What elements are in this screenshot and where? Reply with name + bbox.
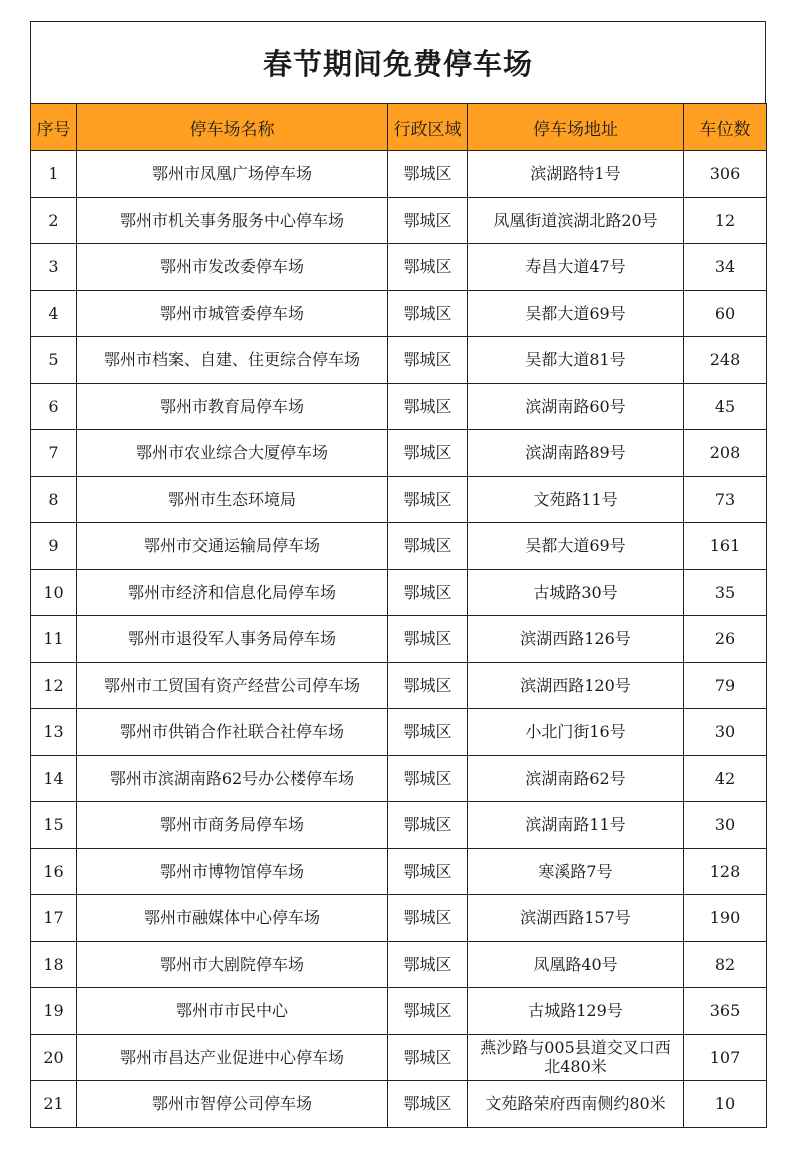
column-header-spaces: 车位数 [684, 104, 767, 151]
column-header-address: 停车场地址 [468, 104, 684, 151]
cell-name: 鄂州市交通运输局停车场 [77, 523, 388, 570]
cell-district: 鄂城区 [388, 802, 468, 849]
cell-spaces: 107 [684, 1034, 767, 1081]
table-row [31, 244, 767, 291]
cell-name: 鄂州市生态环境局 [77, 476, 388, 523]
cell-spaces: 45 [684, 383, 767, 430]
table-row [31, 523, 767, 570]
table-row [31, 430, 767, 477]
cell-address: 滨湖西路126号 [468, 616, 684, 663]
cell-district: 鄂城区 [388, 616, 468, 663]
cell-address: 滨湖南路60号 [468, 383, 684, 430]
cell-spaces: 26 [684, 616, 767, 663]
cell-spaces: 30 [684, 802, 767, 849]
cell-spaces: 248 [684, 337, 767, 384]
cell-spaces: 82 [684, 941, 767, 988]
cell-address: 滨湖南路62号 [468, 755, 684, 802]
cell-seq: 18 [31, 941, 77, 988]
cell-district: 鄂城区 [388, 430, 468, 477]
cell-seq: 14 [31, 755, 77, 802]
cell-district: 鄂城区 [388, 662, 468, 709]
cell-seq: 6 [31, 383, 77, 430]
table-row [31, 1081, 767, 1128]
table-row [31, 290, 767, 337]
cell-address: 小北门街16号 [468, 709, 684, 756]
table-row [31, 662, 767, 709]
cell-seq: 8 [31, 476, 77, 523]
cell-spaces: 190 [684, 895, 767, 942]
cell-district: 鄂城区 [388, 941, 468, 988]
cell-name: 鄂州市滨湖南路62号办公楼停车场 [77, 755, 388, 802]
cell-spaces: 208 [684, 430, 767, 477]
table-row [31, 709, 767, 756]
table-header-row [31, 104, 767, 151]
cell-address: 寒溪路7号 [468, 848, 684, 895]
cell-spaces: 10 [684, 1081, 767, 1128]
cell-seq: 11 [31, 616, 77, 663]
cell-spaces: 365 [684, 988, 767, 1035]
cell-spaces: 30 [684, 709, 767, 756]
cell-name: 鄂州市商务局停车场 [77, 802, 388, 849]
parking-list-sheet [30, 21, 766, 1128]
table-row [31, 616, 767, 663]
column-header-name: 停车场名称 [77, 104, 388, 151]
table-row [31, 383, 767, 430]
cell-district: 鄂城区 [388, 290, 468, 337]
cell-address: 滨湖西路157号 [468, 895, 684, 942]
cell-spaces: 128 [684, 848, 767, 895]
cell-name: 鄂州市农业综合大厦停车场 [77, 430, 388, 477]
cell-address: 滨湖南路11号 [468, 802, 684, 849]
cell-district: 鄂城区 [388, 151, 468, 198]
cell-seq: 2 [31, 197, 77, 244]
cell-name: 鄂州市智停公司停车场 [77, 1081, 388, 1128]
cell-address: 滨湖西路120号 [468, 662, 684, 709]
cell-district: 鄂城区 [388, 244, 468, 291]
cell-seq: 3 [31, 244, 77, 291]
table-row [31, 569, 767, 616]
cell-spaces: 79 [684, 662, 767, 709]
cell-name: 鄂州市融媒体中心停车场 [77, 895, 388, 942]
cell-seq: 10 [31, 569, 77, 616]
table-row [31, 802, 767, 849]
cell-address: 凤凰路40号 [468, 941, 684, 988]
cell-seq: 19 [31, 988, 77, 1035]
table-row [31, 988, 767, 1035]
cell-address: 古城路129号 [468, 988, 684, 1035]
cell-district: 鄂城区 [388, 1034, 468, 1081]
cell-district: 鄂城区 [388, 197, 468, 244]
cell-spaces: 42 [684, 755, 767, 802]
table-row [31, 1034, 767, 1081]
cell-seq: 17 [31, 895, 77, 942]
table-row [31, 151, 767, 198]
cell-name: 鄂州市昌达产业促进中心停车场 [77, 1034, 388, 1081]
page-title: 春节期间免费停车场 [262, 47, 533, 81]
table-row [31, 197, 767, 244]
cell-name: 鄂州市大剧院停车场 [77, 941, 388, 988]
table-row [31, 941, 767, 988]
parking-table [30, 103, 767, 1128]
cell-spaces: 34 [684, 244, 767, 291]
title-banner [30, 21, 766, 103]
cell-district: 鄂城区 [388, 569, 468, 616]
cell-district: 鄂城区 [388, 1081, 468, 1128]
cell-address: 凤凰街道滨湖北路20号 [468, 197, 684, 244]
cell-name: 鄂州市工贸国有资产经营公司停车场 [77, 662, 388, 709]
cell-district: 鄂城区 [388, 523, 468, 570]
cell-spaces: 12 [684, 197, 767, 244]
cell-name: 鄂州市供销合作社联合社停车场 [77, 709, 388, 756]
table-row [31, 476, 767, 523]
cell-seq: 21 [31, 1081, 77, 1128]
cell-district: 鄂城区 [388, 476, 468, 523]
cell-name: 鄂州市经济和信息化局停车场 [77, 569, 388, 616]
cell-name: 鄂州市机关事务服务中心停车场 [77, 197, 388, 244]
cell-address: 滨湖南路89号 [468, 430, 684, 477]
table-row [31, 755, 767, 802]
cell-spaces: 60 [684, 290, 767, 337]
cell-spaces: 35 [684, 569, 767, 616]
cell-name: 鄂州市档案、自建、住更综合停车场 [77, 337, 388, 384]
cell-name: 鄂州市凤凰广场停车场 [77, 151, 388, 198]
cell-address: 吴都大道69号 [468, 523, 684, 570]
cell-name: 鄂州市城管委停车场 [77, 290, 388, 337]
cell-seq: 16 [31, 848, 77, 895]
cell-address: 吴都大道69号 [468, 290, 684, 337]
cell-address: 吴都大道81号 [468, 337, 684, 384]
cell-seq: 5 [31, 337, 77, 384]
cell-district: 鄂城区 [388, 755, 468, 802]
cell-seq: 15 [31, 802, 77, 849]
cell-name: 鄂州市退役军人事务局停车场 [77, 616, 388, 663]
cell-spaces: 73 [684, 476, 767, 523]
cell-name: 鄂州市市民中心 [77, 988, 388, 1035]
cell-address: 滨湖路特1号 [468, 151, 684, 198]
cell-district: 鄂城区 [388, 337, 468, 384]
cell-seq: 13 [31, 709, 77, 756]
column-header-district: 行政区域 [388, 104, 468, 151]
table-row [31, 337, 767, 384]
cell-spaces: 306 [684, 151, 767, 198]
cell-district: 鄂城区 [388, 895, 468, 942]
cell-address: 文苑路11号 [468, 476, 684, 523]
cell-seq: 9 [31, 523, 77, 570]
cell-address: 燕沙路与005县道交叉口西北480米 [468, 1034, 684, 1081]
cell-seq: 7 [31, 430, 77, 477]
cell-address: 文苑路荣府西南侧约80米 [468, 1081, 684, 1128]
cell-district: 鄂城区 [388, 988, 468, 1035]
cell-seq: 20 [31, 1034, 77, 1081]
cell-name: 鄂州市发改委停车场 [77, 244, 388, 291]
cell-seq: 1 [31, 151, 77, 198]
cell-address: 寿昌大道47号 [468, 244, 684, 291]
table-row [31, 895, 767, 942]
cell-district: 鄂城区 [388, 848, 468, 895]
cell-seq: 12 [31, 662, 77, 709]
cell-district: 鄂城区 [388, 709, 468, 756]
cell-spaces: 161 [684, 523, 767, 570]
cell-name: 鄂州市博物馆停车场 [77, 848, 388, 895]
cell-seq: 4 [31, 290, 77, 337]
cell-district: 鄂城区 [388, 383, 468, 430]
cell-name: 鄂州市教育局停车场 [77, 383, 388, 430]
cell-address: 古城路30号 [468, 569, 684, 616]
table-row [31, 848, 767, 895]
column-header-seq: 序号 [31, 104, 77, 151]
